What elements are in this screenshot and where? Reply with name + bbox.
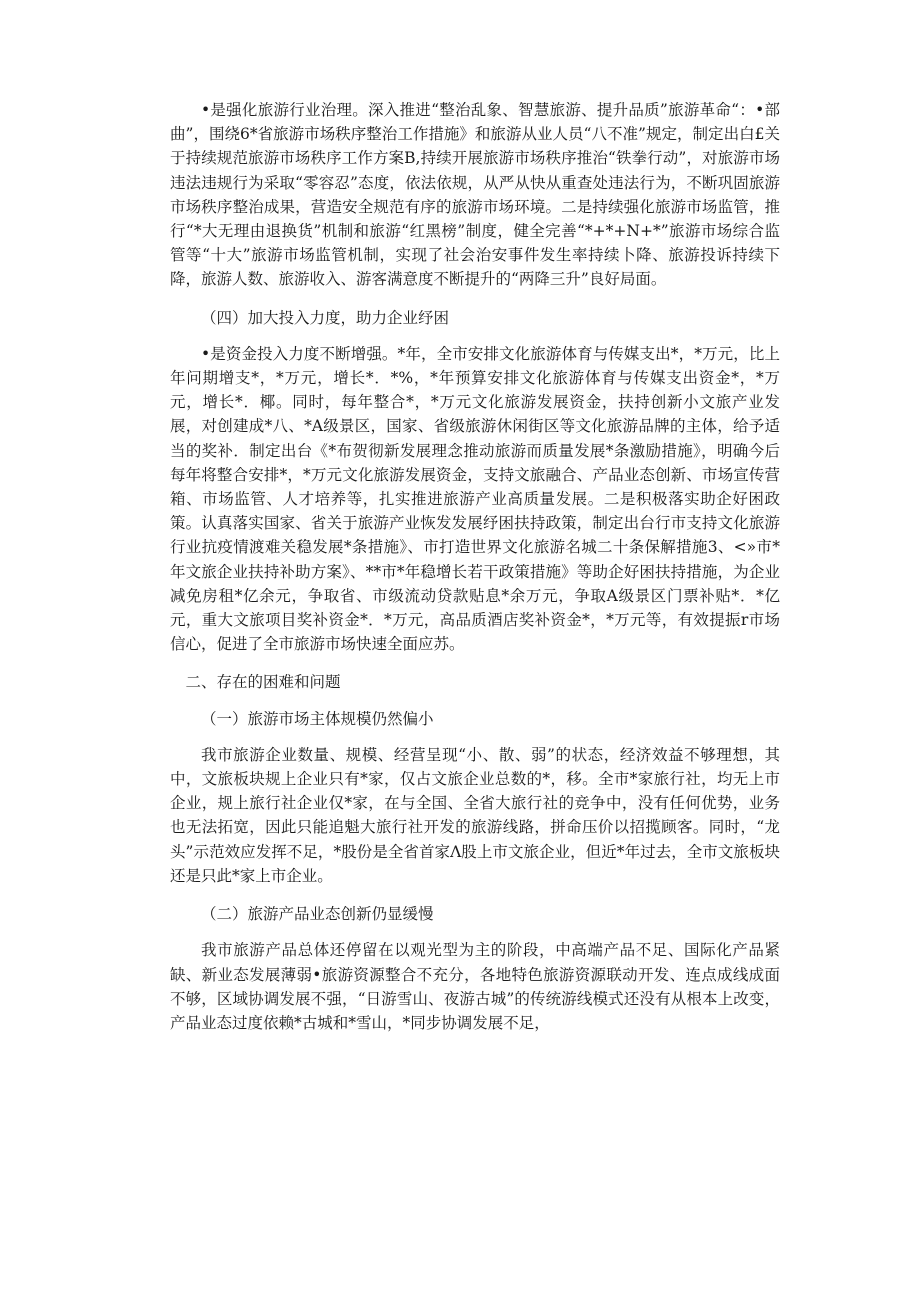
paragraph-funding-investment: •是资金投入力度不断增强。*年，全市安排文化旅游体育与传媒支出*，*万元，比上年问期增支*，*万元，增长*．*%，*年预算安排文化旅游体育与传媒支出资金*，*万元，增长*．椰。同时，每年整合*，*万元文化旅游发展资金，扶持创新小文旅产业发展，对创建成*八、*A级景区，国家、省级旅游休闲街区等文化旅游品牌的主体，给予适当的奖补．制定出台《*布贺彻新发展理念推动旅游而质量发展*条激励措施》，明确今后每年将整合安排*，*万元文化旅游发展资金，支持文旅融合、产品业态创新、市场宣传营箱、市场监管、人才培养等，扎实推进旅游产业高质量发展。二是积极落实助企好困政策。认真落实国家、省关于旅游产业恢发发展纾困扶持政策，制定出台行市支持文化旅游行业抗疫情渡难关稳发展*条措施》、市打造世界文化旅游名城二十条保解措施3、<»市*年文旅企业扶持补助方案》、**市*年稳增长若干政策措施》等助企好困扶持措施，为企业减免房租*亿余元，争取省、市级流动贷款贴息*余万元，争取A级景区门票补贴*．*亿元，重大文旅项目奖补资金*．*万元，高品质酒店奖补资金*，*万元等，有效提振r市场信心，促进了全市旅游市场快速全面应苏。 <box>170 344 780 654</box>
section-heading-four: （四）加大投入力度，助力企业纾困 <box>201 308 450 327</box>
section-heading-two-2: （二）旅游产品业态创新仍显缓慢 <box>201 905 434 924</box>
section-heading-difficulties: 二、存在的困难和问题 <box>185 673 341 692</box>
paragraph-industry-governance: •是强化旅游行业治理。深入推进“整治乱象、智慧旅游、提升品质”旅游革命“：•部曲”，围绕6*省旅游市场秩序整治工作措施》和旅游从业人员“八不准”规定，制定出白£关于持续规范旅游市场秩序工作方案B,持续开展旅游市场秩序推治“铁拳行动”，对旅游市场违法违规行为采取“零容忍”态度，依法依规，从严从快从重查处违法行为，不断巩固旅游市场秩序整治成果，营造安全规范有序的旅游市场环境。二是持续强化旅游市场监管，推行“*大无理由退换货”机制和旅游“红黑榜”制度，健全完善“*+*+N+*”旅游市场综合监管等“十大”旅游市场监管机制，实现了社会治安事件发生率持续卜降、旅游投诉持续下降，旅游人数、旅游收入、游客满意度不断提升的“两降三升”良好局面。 <box>170 101 780 289</box>
paragraph-product-innovation: 我市旅游产品总体还停留在以观光型为主的阶段，中高端产品不足、国际化产品紧缺、新业态发展薄弱•旅游资源整合不充分，各地特色旅游资源联动开发、连点成线成面不够，区域协调发展不强，“日游雪山、夜游古城”的传统游线模式还没有从根本上改变，产品业态过度依赖*古城和*雪山，*同步协调发展不足， <box>170 941 780 1032</box>
paragraph-market-scale: 我市旅游企业数量、规模、经营呈现“小、散、弱”的状态，经济效益不够理想，其中，文旅板块规上企业只有*家，仅占文旅企业总数的*，移。全市*家旅行社，均无上市企业，规上旅行社企业仅*家，在与全国、全省大旅行社的竞争中，没有任何优势，业务也无法拓宽，因此只能追魁大旅行社开发的旅游线路，拼命压价以招揽顾客。同时，“龙头”示范效应发挥不足，*股份是全省首家Λ股上市文旅企业，但近*年过去，全市文旅板块还是只此*家上市企业。 <box>170 745 780 885</box>
document-body <box>170 98 780 1035</box>
section-heading-two-1: （一）旅游市场主体规模仍然偏小 <box>201 709 434 728</box>
